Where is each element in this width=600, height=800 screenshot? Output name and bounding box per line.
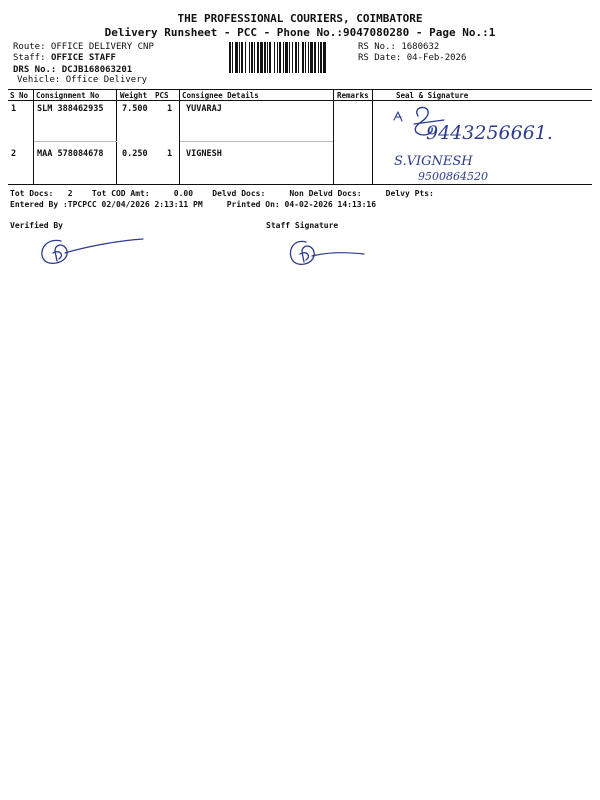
barcode-bar: [229, 42, 231, 73]
barcode-bar: [305, 42, 306, 73]
barcode-bar: [232, 42, 233, 73]
staff-value: OFFICE STAFF: [50, 53, 116, 63]
col-header-pcs: PCS: [155, 91, 169, 100]
col-divider: [333, 89, 334, 184]
row2-handwritten-mobile: 9500864520: [418, 170, 488, 183]
row-consignment: SLM 388462935: [37, 104, 104, 114]
row-underline: [180, 141, 333, 142]
col-divider: [372, 89, 373, 184]
barcode-bar: [241, 42, 243, 73]
col-header-remarks: Remarks: [337, 91, 369, 100]
barcode-bar: [239, 42, 240, 73]
row-sno: 2: [11, 149, 17, 159]
col-header-consignee: Consignee Details: [182, 91, 259, 100]
table-header-border: [8, 100, 592, 101]
row-consignment: MAA 578084678: [37, 149, 104, 159]
rs-number: RS No.: 1680632: [358, 42, 440, 52]
barcode-bar: [267, 42, 268, 73]
barcode-bar: [314, 42, 316, 73]
row-consignee: YUVARAJ: [186, 104, 222, 114]
barcode-bar: [320, 42, 322, 73]
barcode-bar: [308, 42, 309, 73]
row-pcs: 1: [167, 149, 173, 159]
barcode-bar: [277, 42, 278, 73]
col-header-weight: Weight: [120, 91, 148, 100]
row-sno: 1: [11, 104, 17, 114]
barcode-bar: [283, 42, 284, 73]
route-label: Route: OFFICE DELIVERY CNP: [13, 42, 154, 52]
barcode-bar: [254, 42, 255, 73]
col-header-consignment: Consignment No: [36, 91, 100, 100]
barcode-bar: [285, 42, 288, 73]
barcode-bar: [269, 42, 271, 73]
barcode: [228, 42, 354, 73]
barcode-bar: [257, 42, 259, 73]
row2-signature: [388, 148, 588, 184]
col-divider: [179, 89, 180, 184]
row-pcs: 1: [167, 104, 173, 114]
row1-signature: [388, 102, 588, 144]
staff-line: [13, 53, 116, 63]
barcode-bar: [289, 42, 290, 73]
row-consignee: VIGNESH: [186, 149, 222, 159]
barcode-bar: [298, 42, 299, 73]
rs-date: RS Date: 04-Feb-2026: [358, 53, 467, 63]
barcode-bar: [302, 42, 304, 73]
barcode-bar: [245, 42, 246, 73]
table-bottom-border: [8, 184, 592, 185]
vehicle-label: Vehicle: Office Delivery: [17, 75, 148, 85]
barcode-bar: [318, 42, 319, 73]
col-header-sno: S No: [10, 91, 29, 100]
row-weight: 0.250: [122, 149, 148, 159]
col-divider: [116, 89, 117, 184]
barcode-bar: [264, 42, 266, 73]
barcode-bar: [251, 42, 253, 73]
col-divider: [33, 89, 34, 184]
verified-by-label: Verified By: [10, 221, 63, 230]
table-top-border: [8, 89, 592, 90]
barcode-bar: [310, 42, 313, 73]
barcode-bar: [249, 42, 250, 73]
verified-by-signature: [35, 231, 155, 271]
runsheet-title: Delivery Runsheet - PCC - Phone No.:9047080280 - Page No.:1: [104, 26, 496, 39]
col-header-signature: Seal & Signature: [396, 91, 469, 100]
staff-signature-label: Staff Signature: [266, 221, 339, 230]
barcode-bar: [295, 42, 297, 73]
row1-handwritten-mobile: 9443256661.: [426, 122, 553, 144]
barcode-bar: [279, 42, 281, 73]
barcode-bar: [235, 42, 238, 73]
row-weight: 7.500: [122, 104, 148, 114]
row-underline: [34, 141, 117, 142]
summary-entered-printed: Entered By :TPCPCC 02/04/2026 2:13:11 PM Printed On: 04-02-2026 14:13:16: [10, 200, 377, 209]
summary-totals: Tot Docs: 2 Tot COD Amt: 0.00 Delvd Docs: Non Delvd Docs: Delvy Pts:: [10, 189, 434, 198]
barcode-bar: [323, 42, 326, 73]
row2-handwritten-name: S.VIGNESH: [394, 154, 473, 169]
company-name: THE PROFESSIONAL COURIERS, COIMBATORE: [177, 12, 423, 25]
barcode-bar: [274, 42, 275, 73]
staff-signature-mark: [284, 234, 384, 270]
barcode-bar: [292, 42, 293, 73]
drs-number: DRS No.: DCJB168063201: [13, 65, 133, 75]
staff-label: Staff:: [13, 53, 46, 63]
barcode-bar: [260, 42, 263, 73]
